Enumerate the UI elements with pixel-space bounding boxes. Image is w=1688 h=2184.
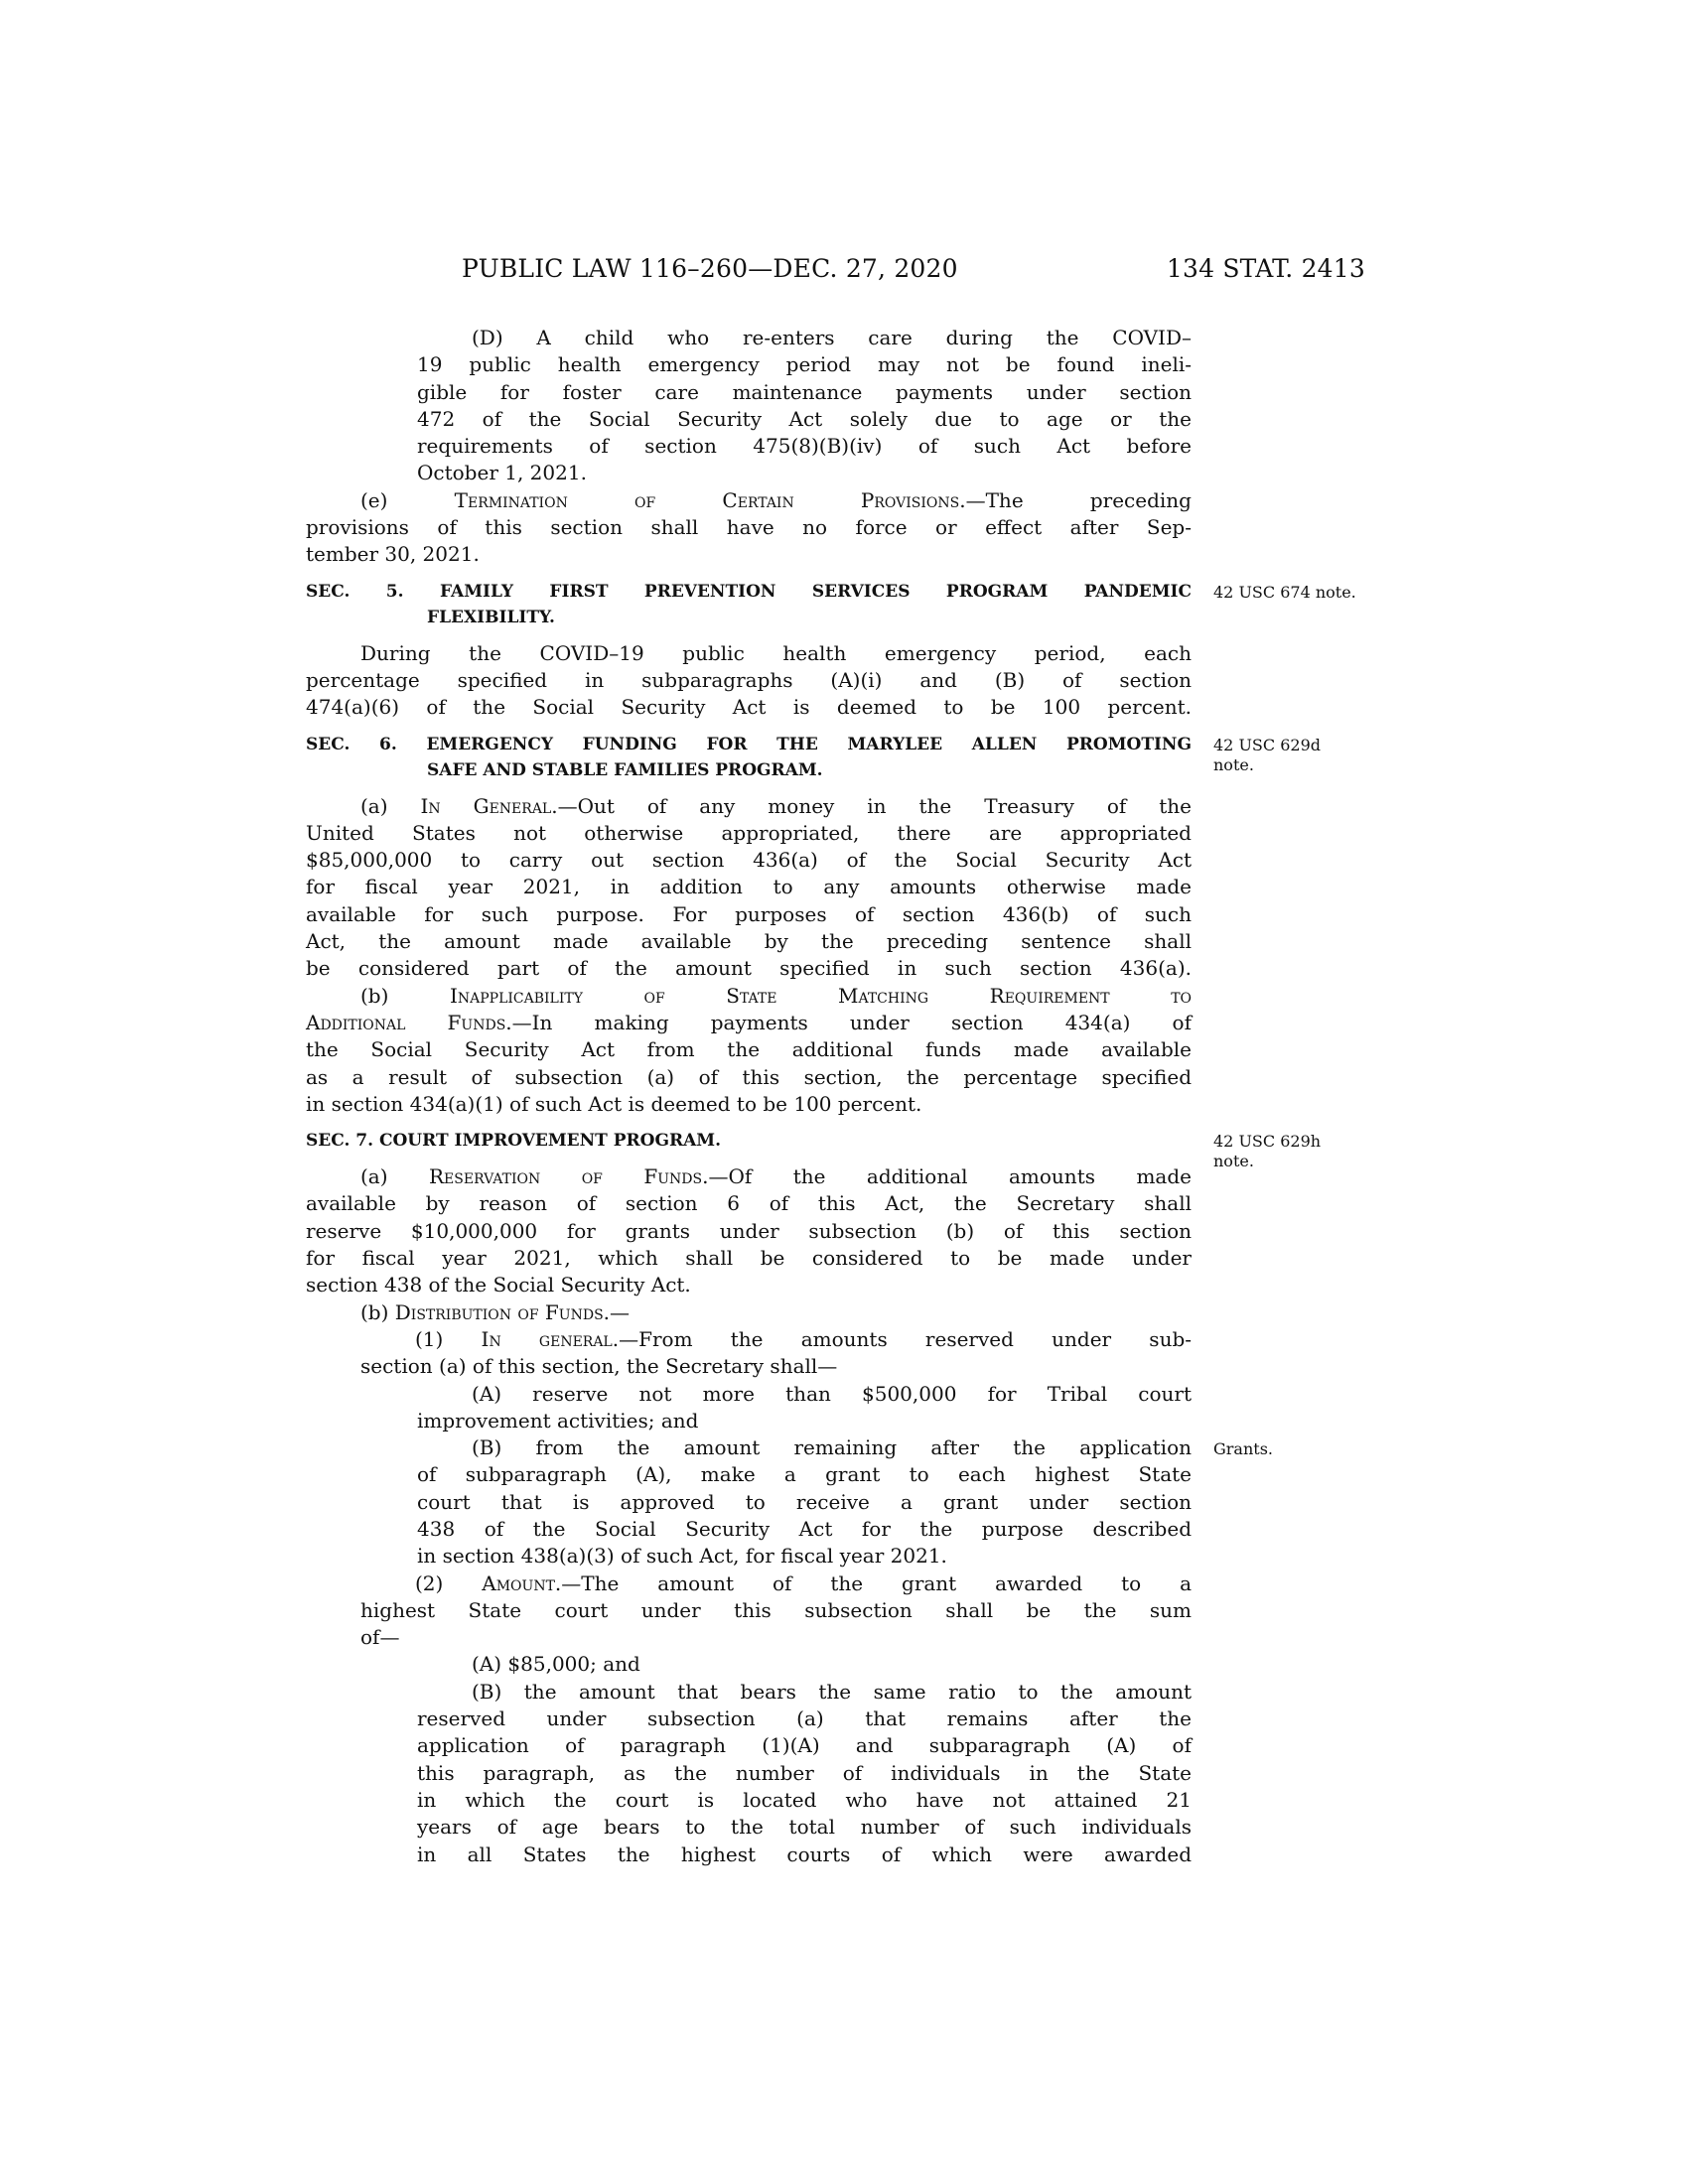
text-line: in section 434(a)(1) of such Act is deemed to be 100 percent. [306, 1091, 922, 1116]
text-line: 438 of the Social Security Act for the purpose described [417, 1516, 1192, 1541]
text-line: Act, the amount made available by the preceding sentence shall [306, 929, 1192, 954]
subsection-label: (2) [415, 1570, 483, 1595]
paragraph [0, 1163, 1688, 1298]
subsection-label: (b) [360, 983, 450, 1008]
text-line: court that is approved to receive a grant under section [417, 1489, 1192, 1514]
text-line: (B) the amount that bears the same ratio to the amount [472, 1679, 1192, 1704]
text-line: for fiscal year 2021, which shall be considered to be made under [306, 1246, 1192, 1271]
subsection-label: (b) [360, 1299, 395, 1324]
text-line: in which the court is located who have not attained 21 [417, 1787, 1192, 1812]
margin-note-line: note. [1213, 1152, 1254, 1171]
text-run: —From the amounts reserved under sub- [619, 1326, 1193, 1351]
margin-note [1213, 583, 1356, 603]
text-line: of— [360, 1625, 400, 1650]
text-line: section 438 of the Social Security Act. [306, 1273, 691, 1297]
running-header-title: PUBLIC LAW 116–260—DEC. 27, 2020 [462, 254, 958, 283]
text-run: —The amount of the grant awarded to a [561, 1570, 1193, 1595]
text-line: provisions of this section shall have no force or effect after Sep- [306, 515, 1192, 540]
text-line: FLEXIBILITY. [427, 607, 555, 627]
section-heading [0, 732, 1688, 783]
text-line: (B) from the amount remaining after the application [472, 1435, 1192, 1460]
text-line: application of paragraph (1)(A) and subparagraph (A) of [417, 1733, 1192, 1758]
margin-note [1213, 736, 1321, 775]
text-line: requirements of section 475(8)(B)(iv) of such Act before [417, 434, 1192, 459]
text-line [360, 1163, 1192, 1190]
paragraph [0, 1434, 1688, 1570]
text-line: 19 public health emergency period may not be found ineli- [417, 352, 1192, 377]
paragraph [0, 1326, 1688, 1381]
paragraph [0, 487, 1688, 569]
paragraph [0, 1570, 1688, 1652]
document-body [0, 325, 1688, 1868]
text-line [415, 1570, 1192, 1597]
text-line: years of age bears to the total number of such individuals [417, 1815, 1192, 1840]
text-line [360, 793, 1192, 820]
text-line: 472 of the Social Security Act solely due to age or the [417, 406, 1192, 431]
margin-note-line: 42 USC 674 note. [1213, 582, 1356, 602]
subsection-label: (e) [360, 487, 455, 512]
subsection-title: Reservation of Funds. [429, 1164, 709, 1189]
text-line: $85,000,000 to carry out section 436(a) of the Social Security Act [306, 848, 1192, 873]
running-header-page-number: 134 STAT. 2413 [1166, 254, 1365, 283]
text-line: this paragraph, as the number of individuals in the State [417, 1760, 1192, 1785]
text-line: (D) A child who re-enters care during the COVID– [472, 326, 1192, 349]
text-line: section (a) of this section, the Secretary shall— [360, 1354, 838, 1379]
margin-note-line: note. [1213, 754, 1254, 774]
text-line: (A) $85,000; and [472, 1652, 640, 1677]
margin-note [1213, 1439, 1273, 1459]
subsection-title: Additional Funds. [306, 1010, 512, 1034]
text-line: 474(a)(6) of the Social Security Act is deemed to be 100 percent. [306, 695, 1192, 720]
text-line: SAFE AND STABLE FAMILIES PROGRAM. [427, 759, 823, 780]
margin-note-line: 42 USC 629h [1213, 1132, 1322, 1152]
text-line: in all States the highest courts of which were awarded [417, 1842, 1192, 1866]
paragraph [0, 1679, 1688, 1868]
text-run: — [610, 1299, 631, 1324]
text-line: the Social Security Act from the additional funds made available [306, 1037, 1192, 1062]
text-line: SEC. 5. FAMILY FIRST PREVENTION SERVICES PROGRAM PANDEMIC [306, 581, 1192, 602]
text-line: as a result of subsection (a) of this section, the percentage specified [306, 1064, 1192, 1089]
text-line: United States not otherwise appropriated, there are appropriated [306, 820, 1192, 845]
paragraph [0, 325, 1688, 487]
text-line [360, 487, 1192, 514]
text-line: available for such purpose. For purposes of section 436(b) of such [306, 901, 1192, 926]
subsection-title: Termination of Certain Provisions. [454, 487, 966, 512]
subsection-title: Inapplicability of State Matching Requirement to [449, 983, 1193, 1008]
text-line: percentage specified in subparagraphs (A)(i) and (B) of section [306, 667, 1192, 692]
margin-note-line: Grants. [1213, 1439, 1273, 1459]
text-line [360, 1299, 1192, 1326]
text-line: During the COVID–19 public health emergency period, each [360, 640, 1192, 665]
text-line: highest State court under this subsection shall be the sum [360, 1597, 1192, 1622]
text-run: —Out of any money in the Treasury of the [557, 793, 1193, 818]
paragraph [0, 1299, 1688, 1326]
paragraph [0, 793, 1688, 983]
paragraph [0, 1651, 1688, 1678]
text-line: be considered part of the amount specified in such section 436(a). [306, 956, 1192, 981]
text-line [415, 1326, 1192, 1353]
subsection-label: (1) [415, 1326, 482, 1351]
subsection-label: (a) [360, 793, 421, 818]
text-line: of subparagraph (A), make a grant to each highest State [417, 1462, 1192, 1487]
subsection-label: (a) [360, 1164, 429, 1189]
text-line [306, 1010, 1192, 1036]
text-line: (A) reserve not more than $500,000 for Tribal court [472, 1381, 1192, 1406]
subsection-title: In General. [420, 793, 558, 818]
subsection-title: Distribution of Funds. [394, 1299, 611, 1324]
text-line: reserved under subsection (a) that remains after the [417, 1706, 1192, 1731]
text-run: —In making payments under section 434(a) of [511, 1010, 1192, 1034]
subsection-title: Amount. [482, 1570, 562, 1595]
margin-note-line: 42 USC 629d [1213, 735, 1321, 754]
text-line: SEC. 7. COURT IMPROVEMENT PROGRAM. [306, 1131, 722, 1152]
text-run: —Of the additional amounts made [708, 1164, 1192, 1189]
section-heading [0, 1128, 1688, 1171]
text-line: tember 30, 2021. [306, 542, 480, 567]
section-heading [0, 579, 1688, 630]
text-line: reserve $10,000,000 for grants under subsection (b) of this section [306, 1218, 1192, 1243]
paragraph [0, 983, 1688, 1118]
text-line: improvement activities; and [417, 1408, 699, 1433]
text-line: gible for foster care maintenance payments under section [417, 379, 1192, 404]
subsection-title: In general. [481, 1326, 620, 1351]
text-line [360, 983, 1192, 1010]
paragraph [0, 1381, 1688, 1435]
text-line: for fiscal year 2021, in addition to any amounts otherwise made [306, 875, 1192, 899]
text-run: —The preceding [965, 487, 1192, 512]
text-line: in section 438(a)(3) of such Act, for fiscal year 2021. [417, 1544, 947, 1569]
text-line: October 1, 2021. [417, 461, 587, 485]
text-line: available by reason of section 6 of this Act, the Secretary shall [306, 1191, 1192, 1216]
paragraph [0, 640, 1688, 722]
text-line: SEC. 6. EMERGENCY FUNDING FOR THE MARYLEE ALLEN PROMOTING [306, 734, 1192, 754]
